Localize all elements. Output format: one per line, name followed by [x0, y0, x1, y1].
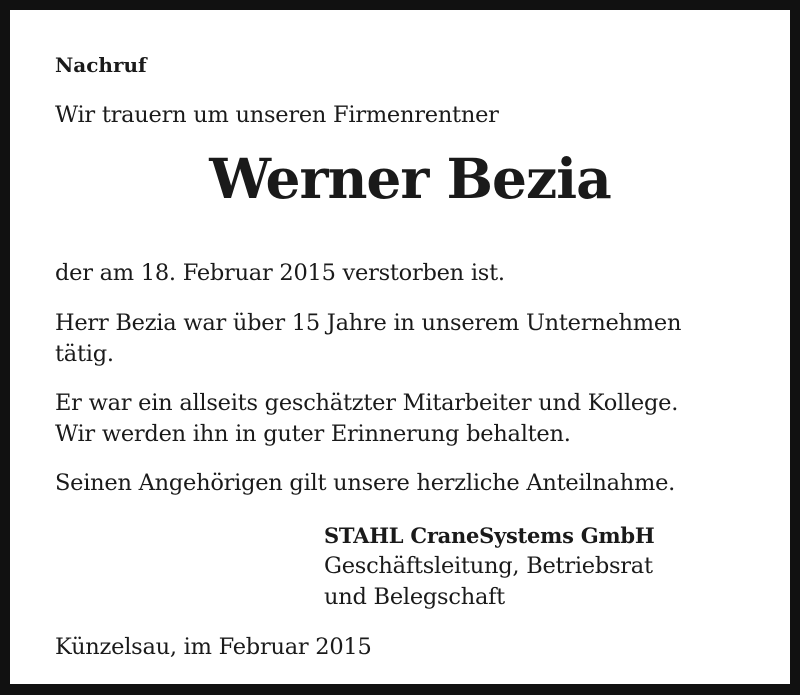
signature-line-3: und Belegschaft — [324, 584, 505, 610]
tribute-text-line-2: Wir werden ihn in guter Erinnerung behalten. — [55, 421, 571, 447]
tenure-text-line-1: Herr Bezia war über 15 Jahre in unserem Unternehmen — [55, 310, 682, 336]
signature-company: STAHL CraneSystems GmbH — [324, 523, 655, 548]
signature-line-2: Geschäftsleitung, Betriebsrat — [324, 553, 653, 579]
tenure-text-line-2: tätig. — [55, 341, 114, 367]
deceased-name: Werner Bezia — [209, 146, 611, 211]
notice-heading: Nachruf — [55, 53, 147, 77]
intro-text: Wir trauern um unseren Firmenrentner — [55, 102, 499, 128]
place-and-date: Künzelsau, im Februar 2015 — [55, 634, 372, 660]
tribute-text-line-1: Er war ein allseits geschätzter Mitarbeiter und Kollege. — [55, 390, 679, 416]
condolence-text: Seinen Angehörigen gilt unsere herzliche Anteilnahme. — [55, 470, 676, 496]
death-date-text: der am 18. Februar 2015 verstorben ist. — [55, 260, 505, 286]
